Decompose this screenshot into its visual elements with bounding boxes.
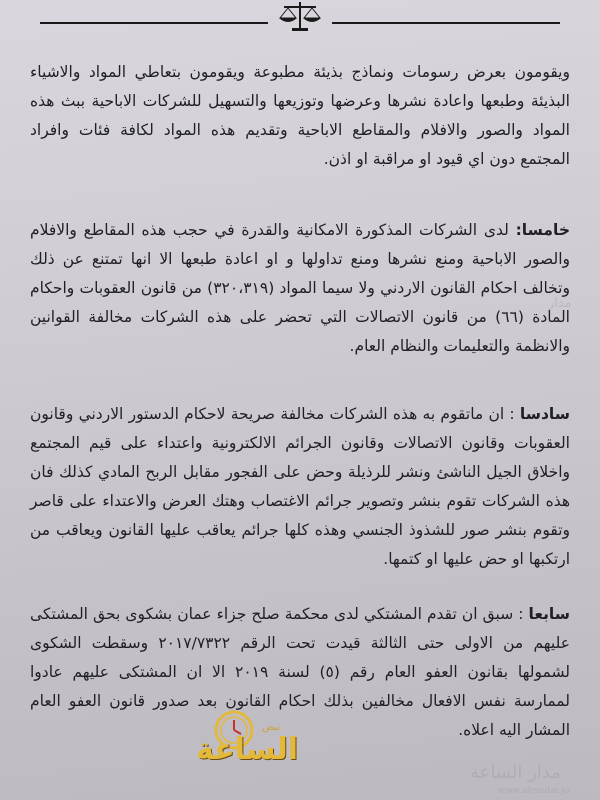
paragraph-fifth-body (30, 216, 570, 361)
paragraph-seventh-body (30, 600, 570, 745)
paragraph-seventh (30, 600, 570, 745)
logo-text: الساعة (196, 732, 299, 767)
watermark-top: مدار (548, 296, 572, 311)
paragraph-fifth-text: لدى الشركات المذكورة الامكانية والقدرة في حجب هذه المقاطع والافلام والصور الاباحية ومنع نشرها ومنع تداولها و او اعادة طبعها الا انها تمتنع عن ذلك وتخالف احكام القانون الاردني ولا سيما المواد (٣٢٠،٣١٩) من قانون العقوبات واحكام المادة (٦٦) من قانون الاتصالات التي تحضر على هذه الشركات مخالفة القوانين والانظمة والتعليمات والنظام العام. (30, 221, 570, 355)
paragraph-seventh-text: : سبق ان تقدم المشتكي لدى محكمة صلح جزاء عمان بشكوى بحق المشتكى عليهم من الاولى حتى الثالثة قيدت تحت الرقم ٢٠١٧/٧٣٢٢ وسقطت الشكوى لشمولها بقانون العفو العام رقم (٥) لسنة ٢٠١٩ الا ان المشتكى عليهم عادوا لممارسة نفس الافعال مخالفين بذلك احكام القانون بعد صدور قانون العفو العام المشار اليه اعلاه. (30, 605, 570, 739)
watermark-bottom: مدار الساعة (470, 762, 561, 783)
paragraph-sixth (30, 400, 570, 574)
scales-of-justice-icon (276, 0, 324, 36)
watermark-url: www.almadar.jo (498, 786, 570, 796)
logo-small-text: نبض (262, 722, 281, 733)
paragraph-sixth-body (30, 400, 570, 574)
paragraph-sixth-text: : ان ماتقوم به هذه الشركات مخالفة صريحة لاحكام الدستور الاردني وقانون العقوبات وقانون الاتصالات وقانون الجرائم الالكترونية واعتداء على قيم المجتمع واخلاق الجيل الناشئ ونشر للرذيلة وحض على الفجور مقابل الربح المادي كذلك فان هذه الشركات تقوم بنشر وتصوير جرائم الاغتصاب وهتك العرض والاعتداء على قاصر وتقوم بنشر صور للشذوذ الجنسي وهذه كلها جرائم يعاقب عليها القانون ويعاقب من ارتكبها او حض عليها او كتمها. (30, 405, 570, 568)
paragraph-seventh-label: سابعا (528, 605, 570, 623)
paragraph-intro (30, 58, 570, 174)
paragraph-intro-text: ويقومون بعرض رسومات ونماذج بذيئة مطبوعة ويقومون بتعاطي المواد والاشياء البذيئة وطبعها واعادة نشرها وعرضها وتوزيعها والتسهيل للشركات الاباحية ببث هذه المواد والصور والافلام والمقاطع الاباحية وتقديم هذه المواد لكافة فئات وافراد المجتمع دون اي قيود او مراقبة او اذن. (30, 63, 570, 168)
paragraph-sixth-label: سادسا (519, 405, 570, 423)
paragraph-fifth (30, 216, 570, 361)
paragraph-fifth-label: خامسا: (515, 221, 570, 239)
header-rule-right (332, 22, 560, 24)
header-rule-left (40, 22, 268, 24)
